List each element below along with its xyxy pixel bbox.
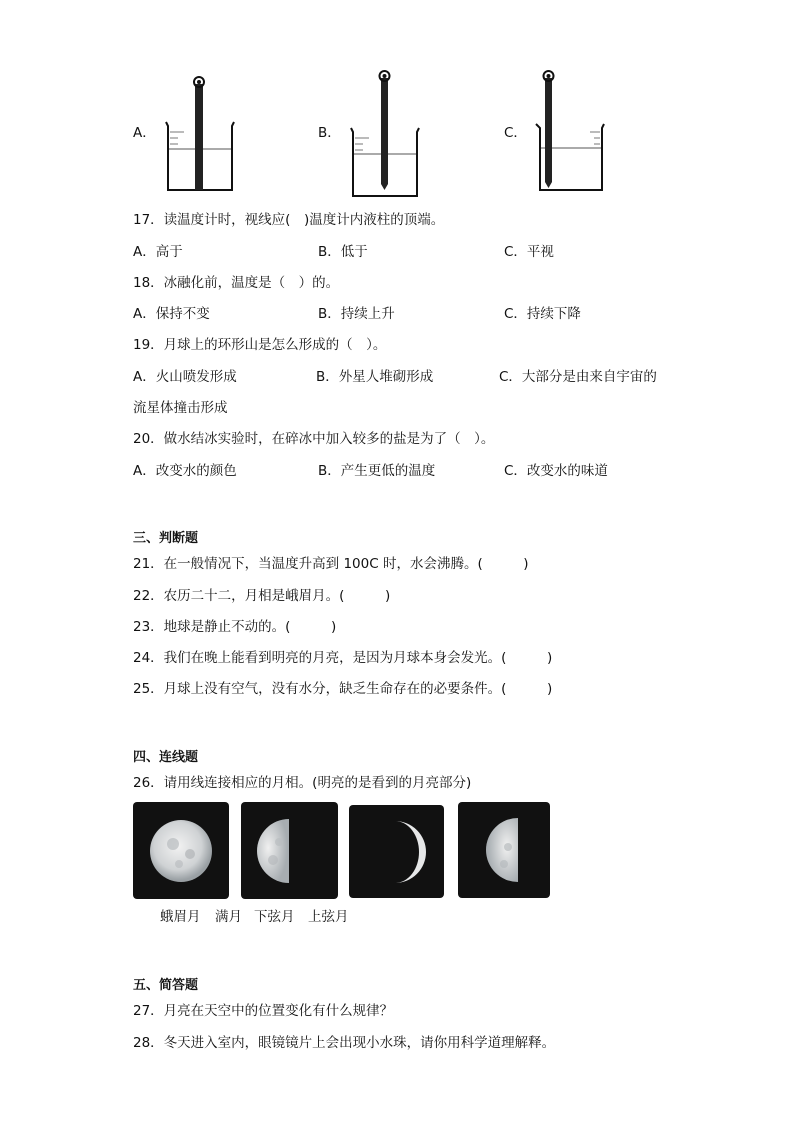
question-17-option-c: C．平视 — [504, 244, 554, 260]
section-5-title: 五、简答题 — [133, 978, 199, 993]
beaker-a-figure — [160, 74, 240, 198]
question-27: 27．月亮在天空中的位置变化有什么规律？ — [133, 1003, 394, 1019]
moon-image-crescent — [349, 805, 444, 898]
beaker-b-figure — [345, 68, 425, 204]
question-19-stem: 19．月球上的环形山是怎么形成的（ ）。 — [133, 337, 387, 353]
question-19-option-b: B．外星人堆砌形成 — [316, 369, 434, 385]
label-first-quarter: 上弦月 — [308, 909, 349, 925]
moon-image-last-quarter — [241, 802, 338, 899]
question-17-option-a: A．高于 — [133, 244, 183, 260]
option-b-label: B． — [318, 125, 341, 141]
question-26: 26．请用线连接相应的月相。(明亮的是看到的月亮部分) — [133, 775, 472, 791]
beaker-thermometer-c-icon — [530, 68, 610, 194]
question-17-option-b: B．低于 — [318, 244, 368, 260]
question-20-option-c: C．改变水的味道 — [504, 463, 608, 479]
question-22: 22．农历二十二，月相是峨眉月。( ) — [133, 588, 391, 604]
question-19-option-a: A．火山喷发形成 — [133, 369, 237, 385]
beaker-thermometer-a-icon — [160, 74, 240, 194]
question-23: 23．地球是静止不动的。( ) — [133, 619, 337, 635]
question-19-option-c-continued: 流星体撞击形成 — [133, 400, 228, 416]
label-full-moon: 满月 — [215, 909, 242, 925]
label-last-quarter: 下弦月 — [254, 909, 295, 925]
moon-image-first-quarter — [458, 802, 550, 898]
section-4-title: 四、连线题 — [133, 750, 199, 765]
option-c-label: C． — [504, 125, 527, 141]
first-quarter-moon-icon — [458, 802, 550, 898]
question-25: 25．月球上没有空气，没有水分，缺乏生命存在的必要条件。( ) — [133, 681, 553, 697]
question-20-option-b: B．产生更低的温度 — [318, 463, 436, 479]
section-3-title: 三、判断题 — [133, 531, 199, 546]
question-21: 21．在一般情况下，当温度升高到 100C 时，水会沸腾。( ) — [133, 556, 529, 572]
last-quarter-moon-icon — [241, 802, 338, 899]
question-18-option-b: B．持续上升 — [318, 306, 395, 322]
moon-image-full — [133, 802, 229, 899]
question-24: 24．我们在晚上能看到明亮的月亮，是因为月球本身会发光。( ) — [133, 650, 553, 666]
beaker-thermometer-b-icon — [345, 68, 425, 200]
question-20-stem: 20．做水结冰实验时，在碎冰中加入较多的盐是为了（ ）。 — [133, 431, 495, 447]
beaker-c-figure — [530, 68, 610, 198]
question-28: 28．冬天进入室内，眼镜镜片上会出现小水珠，请你用科学道理解释。 — [133, 1035, 556, 1051]
question-20-option-a: A．改变水的颜色 — [133, 463, 237, 479]
question-17-stem: 17．读温度计时，视线应( )温度计内液柱的顶端。 — [133, 212, 445, 228]
question-19-option-c: C．大部分是由来自宇宙的 — [499, 369, 657, 385]
option-a-label: A． — [133, 125, 156, 141]
question-18-option-c: C．持续下降 — [504, 306, 581, 322]
crescent-moon-icon — [349, 805, 444, 898]
question-18-option-a: A．保持不变 — [133, 306, 210, 322]
label-crescent-moon: 蛾眉月 — [160, 909, 201, 925]
full-moon-icon — [133, 802, 229, 899]
question-18-stem: 18．冰融化前，温度是（ ）的。 — [133, 275, 340, 291]
